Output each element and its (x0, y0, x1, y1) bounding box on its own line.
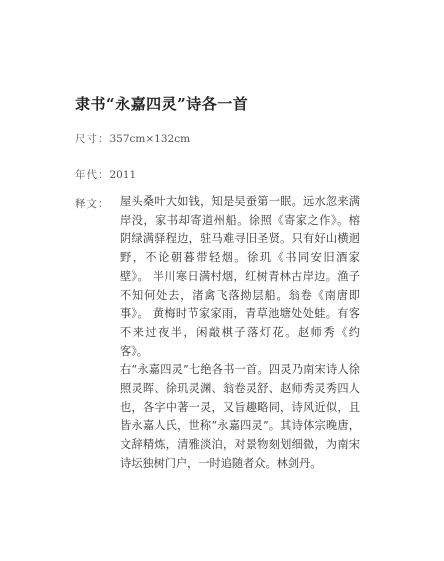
size-value: 357cm×132cm (109, 133, 191, 145)
page-title: 隶书“永嘉四灵”诗各一首 (75, 95, 249, 113)
size-row (75, 131, 190, 146)
year-row (75, 167, 136, 182)
transcription-text (120, 193, 360, 474)
poems-paragraph: 屋头桑叶大如钱，知是吴蚕第一眠。远水忽来满岸没，家书却寄道州船。徐照《寄家之作》。榕阴绿满驿程边，驻马难寻旧圣贤。只有好山横迥野，不论朝暮带轻烟。徐玑《书同安旧酒家壁》。 半川寒日满村烟，红树青林古岸边。渔子不知何处去，渚禽飞落拗层船。翁卷《南唐即事》。 黄梅时节家家雨，青草池塘处处蛙。有客不来过夜半，闲敲棋子落灯花。赵师秀《约客》。 (120, 195, 360, 358)
year-label: 年代： (75, 169, 110, 181)
transcription-label: 释文： (75, 198, 110, 210)
year-value: 2011 (109, 169, 137, 181)
size-label: 尺寸： (75, 133, 110, 145)
note-paragraph: 右“永嘉四灵”七绝各书一首。四灵乃南宋诗人徐照灵晖、徐玑灵渊、翁卷灵舒、赵师秀灵秀四人也，各字中著一灵，又旨趣略同，诗风近似，且皆永嘉人氏，世称“永嘉四灵”。其诗体宗晚唐，文辞精炼，清雅淡泊，对景物刻划细微，为南宋诗坛独树门户，一时追随者众。林剑丹。 (120, 363, 360, 470)
